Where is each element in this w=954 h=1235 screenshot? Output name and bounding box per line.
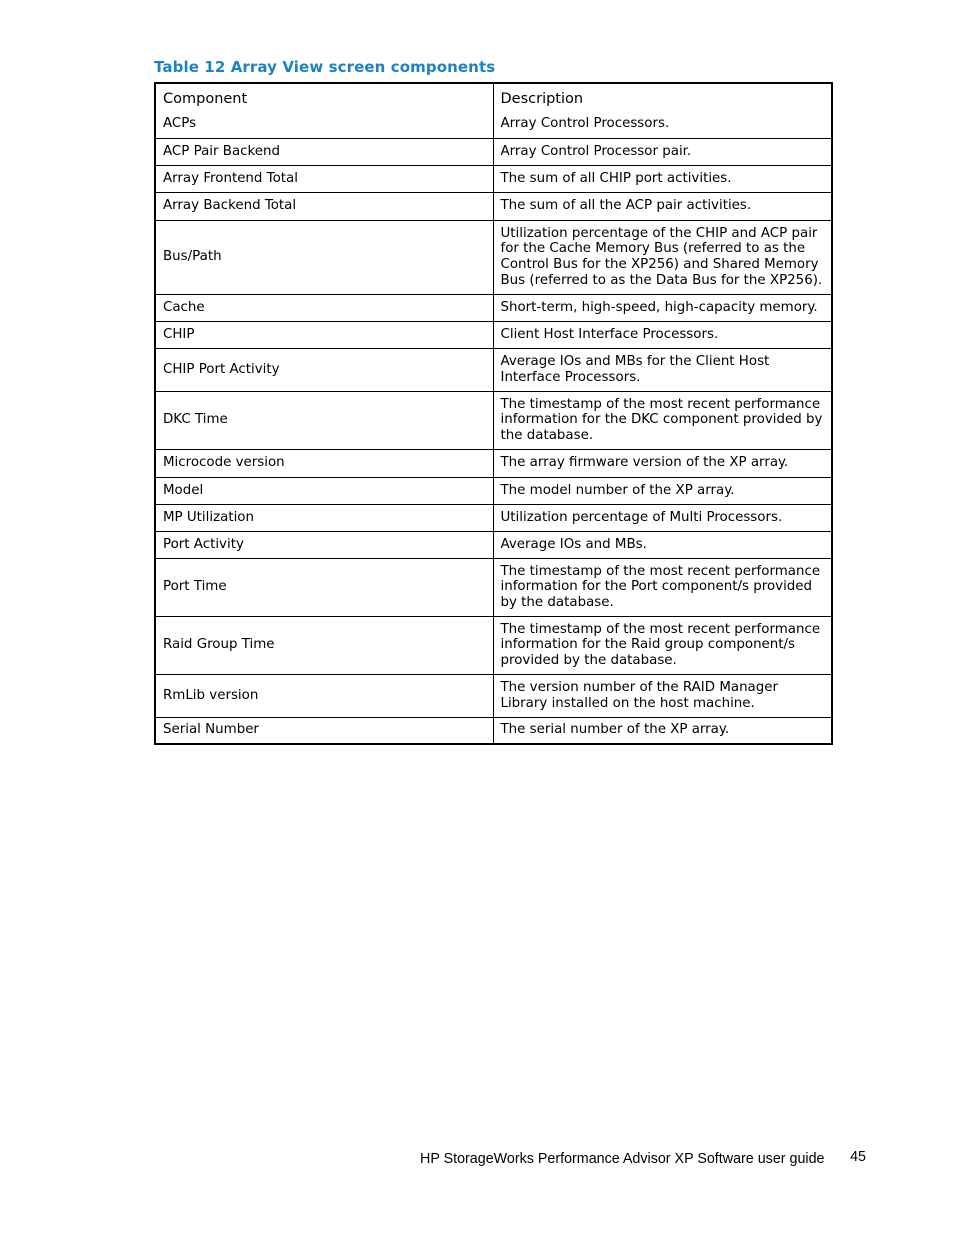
- component-description: The serial number of the XP array.: [493, 717, 832, 744]
- components-table: [154, 82, 833, 745]
- table-row: [155, 477, 832, 504]
- table-row: [155, 449, 832, 477]
- component-name: Raid Group Time: [155, 616, 493, 674]
- table-row: [155, 558, 832, 616]
- component-name: RmLib version: [155, 674, 493, 717]
- component-name: ACP Pair Backend: [155, 138, 493, 165]
- table-row: [155, 321, 832, 348]
- component-description: Utilization percentage of Multi Processors.: [493, 504, 832, 531]
- component-name: DKC Time: [155, 391, 493, 449]
- component-name: ACPs: [163, 116, 197, 132]
- component-name: MP Utilization: [155, 504, 493, 531]
- component-name: Array Backend Total: [155, 192, 493, 220]
- component-description: Array Control Processor pair.: [493, 138, 832, 165]
- table-row: [155, 674, 832, 717]
- table-row: [155, 192, 832, 220]
- component-description: The timestamp of the most recent performance information for the DKC component provided by the database.: [493, 391, 832, 449]
- component-name: Port Activity: [155, 531, 493, 558]
- component-description: The array firmware version of the XP array.: [493, 449, 832, 477]
- table-row: [155, 165, 832, 192]
- component-description: Short-term, high-speed, high-capacity memory.: [493, 294, 832, 321]
- component-name: Serial Number: [155, 717, 493, 744]
- component-description: The timestamp of the most recent performance information for the Port component/s provided by the database.: [493, 558, 832, 616]
- table-caption: Table 12 Array View screen components: [154, 58, 496, 76]
- component-description: The sum of all the ACP pair activities.: [493, 192, 832, 220]
- component-name: Model: [155, 477, 493, 504]
- component-name: Array Frontend Total: [155, 165, 493, 192]
- component-description: Average IOs and MBs.: [493, 531, 832, 558]
- component-description: The sum of all CHIP port activities.: [493, 165, 832, 192]
- description-cell: [493, 83, 832, 138]
- column-header-description: Description: [500, 90, 584, 107]
- table-row: [155, 294, 832, 321]
- component-description: The version number of the RAID Manager Library installed on the host machine.: [493, 674, 832, 717]
- component-description: Client Host Interface Processors.: [493, 321, 832, 348]
- component-description: Utilization percentage of the CHIP and ACP pair for the Cache Memory Bus (referred to as the Control Bus for the XP256) and Shared Memory Bus (referred to as the Data Bus for the XP256).: [493, 220, 832, 294]
- component-name: CHIP Port Activity: [155, 348, 493, 391]
- table-row: [155, 391, 832, 449]
- component-description: The model number of the XP array.: [493, 477, 832, 504]
- table-row: [155, 616, 832, 674]
- component-name: Bus/Path: [155, 220, 493, 294]
- table-row: [155, 138, 832, 165]
- component-name: Microcode version: [155, 449, 493, 477]
- footer-guide-title: HP StorageWorks Performance Advisor XP Software user guide: [420, 1151, 825, 1167]
- component-name: Cache: [155, 294, 493, 321]
- component-name: Port Time: [155, 558, 493, 616]
- table-row: [155, 220, 832, 294]
- table-row: [155, 348, 832, 391]
- component-name: CHIP: [155, 321, 493, 348]
- page-number: 45: [850, 1149, 866, 1165]
- table-row: [155, 504, 832, 531]
- column-header-component: Component: [163, 90, 248, 107]
- component-description: The timestamp of the most recent performance information for the Raid group component/s provided by the database.: [493, 616, 832, 674]
- component-description: Array Control Processors.: [500, 116, 670, 132]
- component-cell: [155, 83, 493, 138]
- component-description: Average IOs and MBs for the Client Host Interface Processors.: [493, 348, 832, 391]
- table-row: [155, 717, 832, 744]
- table-row: [155, 531, 832, 558]
- table-row: [155, 83, 832, 138]
